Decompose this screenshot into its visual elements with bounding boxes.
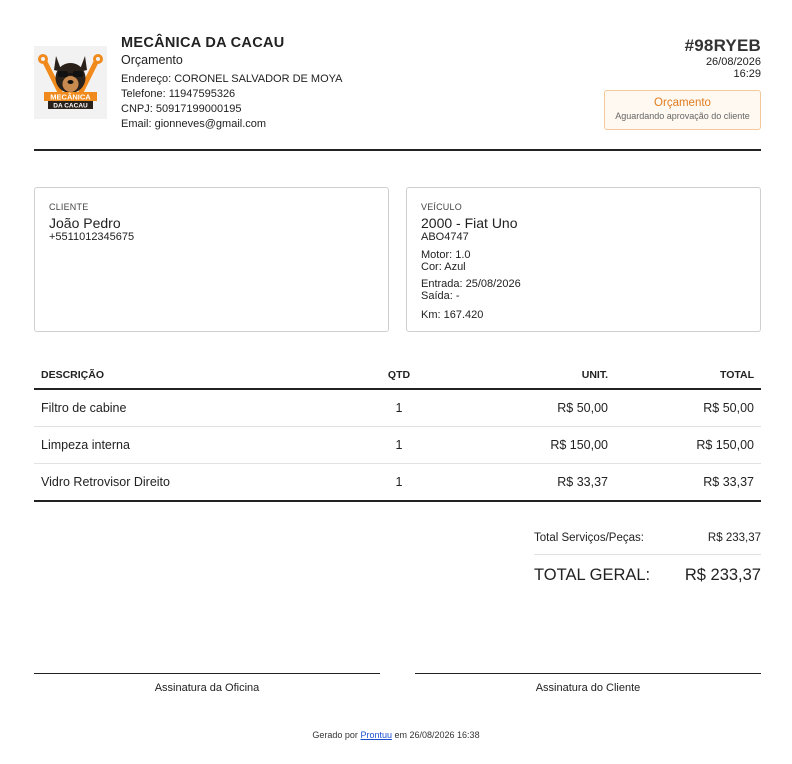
items-table xyxy=(34,361,761,502)
document-header xyxy=(34,30,761,150)
document-code: #98RYEB xyxy=(684,36,761,55)
table-row xyxy=(34,427,761,464)
client-name: João Pedro xyxy=(49,215,121,231)
document-time: 16:29 xyxy=(733,68,761,80)
item-description: Limpeza interna xyxy=(34,427,307,464)
item-qty: 1 xyxy=(307,427,491,464)
services-total-label: Total Serviços/Peças: xyxy=(534,532,644,544)
company-phone: Telefone: 11947595326 xyxy=(121,88,236,100)
company-logo xyxy=(34,46,107,119)
col-qty: QTD xyxy=(307,361,491,389)
col-description: DESCRIÇÃO xyxy=(34,361,307,389)
vehicle-km: Km: 167.420 xyxy=(421,309,484,321)
totals-section xyxy=(534,528,761,585)
item-qty: 1 xyxy=(307,464,491,502)
grand-total-value: R$ 233,37 xyxy=(684,566,761,584)
client-signature-line xyxy=(415,673,761,694)
vehicle-exit: Saída: - xyxy=(421,290,460,302)
vehicle-label: VEÍCULO xyxy=(421,202,462,212)
item-unit-price: R$ 50,00 xyxy=(491,389,615,427)
client-card xyxy=(34,187,389,332)
table-header-row xyxy=(34,361,761,389)
company-email: Email: gionneves@gmail.com xyxy=(121,118,267,130)
vehicle-color: Cor: Azul xyxy=(421,261,466,273)
grand-total-row xyxy=(534,566,761,585)
vehicle-engine: Motor: 1.0 xyxy=(421,249,471,261)
document-date: 26/08/2026 xyxy=(705,56,761,68)
shop-signature-label: Assinatura da Oficina xyxy=(154,682,260,694)
col-total: TOTAL xyxy=(615,361,761,389)
company-cnpj: CNPJ: 50917199000195 xyxy=(121,103,242,115)
item-unit-price: R$ 33,37 xyxy=(491,464,615,502)
header-divider xyxy=(34,149,761,151)
shop-signature-line xyxy=(34,673,380,694)
svg-text:MECÂNICA: MECÂNICA xyxy=(50,92,91,102)
client-phone: +5511012345675 xyxy=(49,231,135,243)
client-signature-label: Assinatura do Cliente xyxy=(535,682,641,694)
table-row xyxy=(34,464,761,502)
item-total: R$ 33,37 xyxy=(615,464,761,502)
status-label: Orçamento xyxy=(654,97,711,109)
grand-total-label: TOTAL GERAL: xyxy=(534,566,651,584)
footer-prefix: Gerado por xyxy=(312,730,358,740)
item-total: R$ 50,00 xyxy=(615,389,761,427)
item-description: Vidro Retrovisor Direito xyxy=(34,464,307,502)
svg-text:DA CACAU: DA CACAU xyxy=(53,102,88,110)
prontuu-link[interactable]: Prontuu xyxy=(360,730,392,740)
item-unit-price: R$ 150,00 xyxy=(491,427,615,464)
status-detail: Aguardando aprovação do cliente xyxy=(615,111,750,121)
company-address: Endereço: CORONEL SALVADOR DE MOYA xyxy=(121,73,343,85)
vehicle-entry: Entrada: 25/08/2026 xyxy=(421,278,521,290)
dog-mechanic-logo-icon xyxy=(34,46,107,119)
vehicle-plate: ABO4747 xyxy=(421,231,469,243)
vehicle-card xyxy=(406,187,761,332)
col-unit: UNIT. xyxy=(491,361,615,389)
vehicle-model: 2000 - Fiat Uno xyxy=(421,215,518,231)
document-type: Orçamento xyxy=(121,53,183,67)
company-name: MECÂNICA DA CACAU xyxy=(121,35,285,51)
table-row xyxy=(34,389,761,427)
services-total-value: R$ 233,37 xyxy=(707,532,761,544)
item-total: R$ 150,00 xyxy=(615,427,761,464)
totals-divider xyxy=(534,554,761,555)
item-description: Filtro de cabine xyxy=(34,389,307,427)
item-qty: 1 xyxy=(307,389,491,427)
status-badge xyxy=(604,90,761,130)
footer xyxy=(0,730,792,740)
footer-suffix: em 26/08/2026 16:38 xyxy=(394,730,480,740)
services-total-row xyxy=(534,528,761,548)
document-info xyxy=(685,36,761,80)
client-label: CLIENTE xyxy=(49,202,89,212)
company-info xyxy=(121,35,343,130)
